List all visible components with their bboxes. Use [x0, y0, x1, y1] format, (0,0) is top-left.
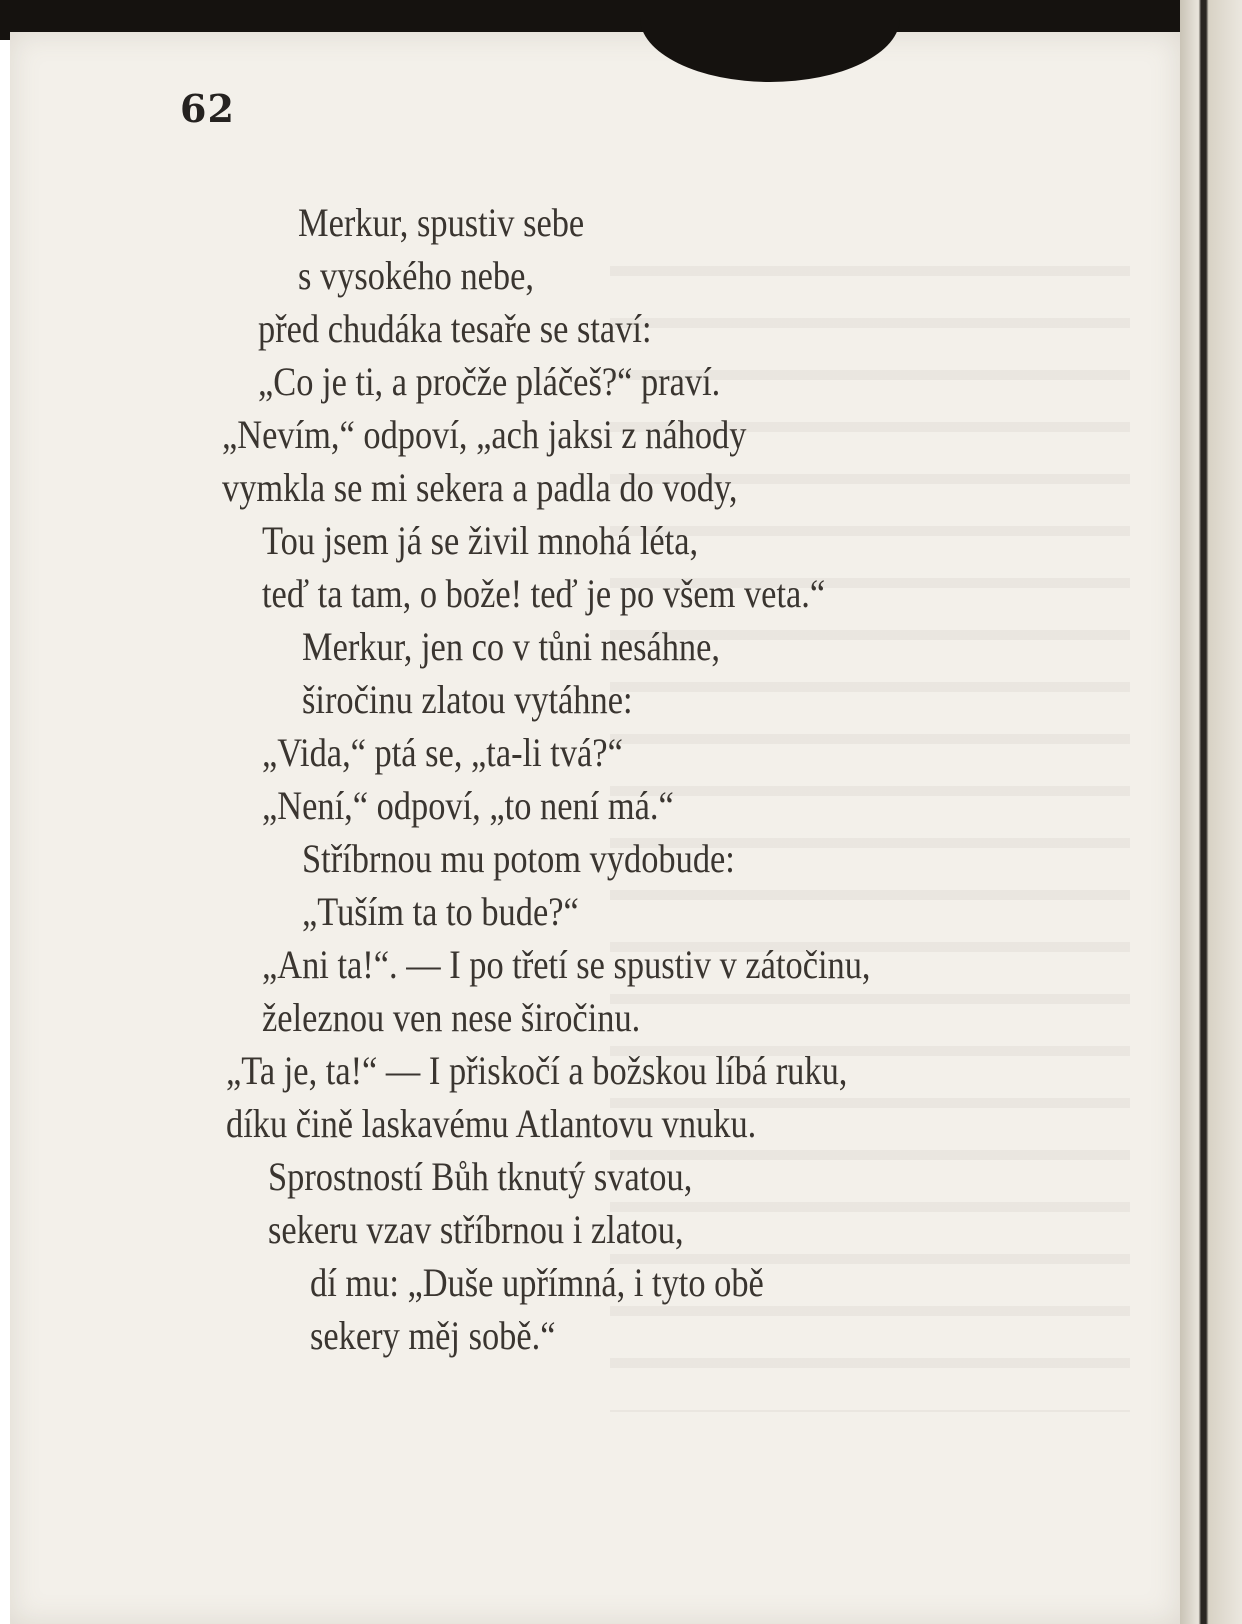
poem-line: Merkur, jen co v tůni nesáhne,	[302, 624, 721, 669]
poem-line: sekeru vzav stříbrnou i zlatou,	[268, 1207, 684, 1252]
poem-line: „Co je ti, a pročže pláčeš?“ praví.	[258, 359, 721, 404]
facing-page-edge	[1180, 0, 1242, 1624]
poem-line: Merkur, spustiv sebe	[298, 200, 585, 245]
poem-line: „Nevím,“ odpoví, „ach jaksi z náhody	[222, 412, 747, 457]
poem-line: železnou ven nese širočinu.	[262, 995, 641, 1040]
poem-line: dí mu: „Duše upřímná, i tyto obě	[310, 1260, 764, 1305]
page-number: 62	[180, 86, 235, 131]
poem-line: širočinu zlatou vytáhne:	[302, 677, 633, 722]
poem-line: teď ta tam, o bože! teď je po všem veta.“	[262, 571, 826, 616]
poem-line: vymkla se mi sekera a padla do vody,	[222, 465, 738, 510]
poem-line: díku čině laskavému Atlantovu vnuku.	[226, 1101, 757, 1146]
poem-line: Stříbrnou mu potom vydobude:	[302, 836, 735, 881]
poem-line: Sprostností Bůh tknutý svatou,	[268, 1154, 693, 1199]
poem-line: před chudáka tesaře se staví:	[258, 306, 652, 351]
poem-line: „Není,“ odpoví, „to není má.“	[262, 783, 674, 828]
poem-line: „Tuším ta to bude?“	[302, 889, 579, 934]
poem-line: „Ani ta!“. — I po třetí se spustiv v zátočinu,	[262, 942, 871, 987]
poem-line: Tou jsem já se živil mnohá léta,	[262, 518, 699, 563]
poem-line: sekery měj sobě.“	[310, 1313, 556, 1358]
poem-line: s vysokého nebe,	[298, 253, 534, 298]
bleed-through-texture	[610, 232, 1130, 1412]
poem-line: „Ta je, ta!“ — I přiskočí a božskou líbá ruku,	[226, 1048, 848, 1093]
poem-line: „Vida,“ ptá se, „ta-li tvá?“	[262, 730, 623, 775]
